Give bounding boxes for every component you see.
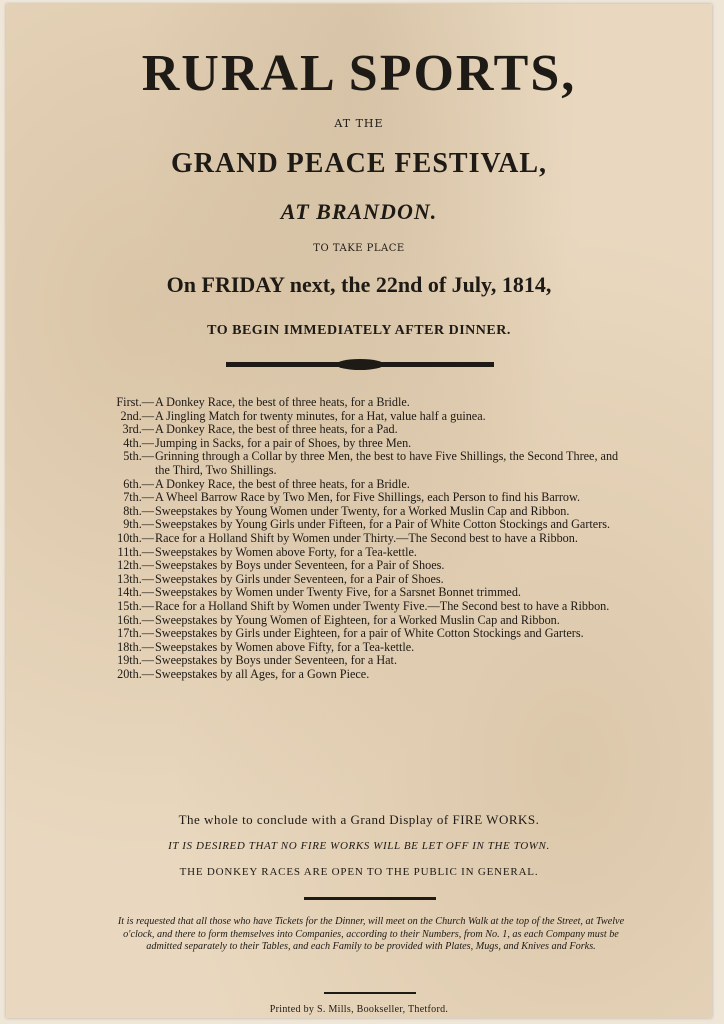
- event-item: [102, 614, 632, 628]
- poster-sheet: [6, 4, 712, 1018]
- event-text: Sweepstakes by Women above Fifty, for a Tea-kettle.: [155, 639, 415, 654]
- event-item: [102, 627, 632, 641]
- event-text: Grinning through a Collar by three Men, the best to have Five Shillings, the Second Three, and the Third, Two Shillings.: [155, 449, 619, 477]
- event-text: Sweepstakes by Young Girls under Fifteen, for a Pair of White Cotton Stockings and Garters.: [155, 517, 611, 532]
- event-text: Race for a Holland Shift by Women under Twenty Five.—The Second best to have a Ribbon.: [155, 598, 610, 613]
- event-number: 19th.—: [117, 653, 154, 668]
- event-number: 11th.—: [117, 544, 154, 559]
- festival-heading: GRAND PEACE FESTIVAL,: [171, 148, 547, 179]
- take-place-line: TO TAKE PLACE: [313, 243, 405, 254]
- event-number: 17th.—: [117, 626, 154, 641]
- poster-title: RURAL SPORTS,: [141, 45, 577, 102]
- event-text: Jumping in Sacks, for a pair of Shoes, by three Men.: [155, 435, 412, 450]
- event-number: 14th.—: [117, 585, 154, 600]
- event-item: [102, 478, 632, 492]
- location-heading: AT BRANDON.: [280, 199, 438, 224]
- event-item: [102, 586, 632, 600]
- event-number: 7th.—: [123, 490, 154, 505]
- footer-rule: [324, 992, 416, 994]
- ornamental-rule: [226, 362, 494, 367]
- event-text: A Donkey Race, the best of three heats, for a Bridle.: [155, 395, 410, 409]
- event-number: 2nd.—: [120, 408, 154, 423]
- event-item: [102, 668, 632, 682]
- event-text: Race for a Holland Shift by Women under Thirty.—The Second best to have a Ribbon.: [155, 530, 578, 545]
- event-number: 9th.—: [123, 517, 154, 532]
- fireworks-line: The whole to conclude with a Grand Display of FIRE WORKS.: [178, 812, 540, 827]
- event-item: [102, 491, 632, 505]
- event-number: 15th.—: [117, 598, 154, 613]
- event-text: Sweepstakes by Women under Twenty Five, for a Sarsnet Bonnet trimmed.: [155, 585, 521, 600]
- event-item: [102, 410, 632, 424]
- event-item: [102, 546, 632, 560]
- event-number: First.—: [116, 395, 154, 409]
- event-text: Sweepstakes by all Ages, for a Gown Piece.: [155, 666, 370, 681]
- event-item: [102, 559, 632, 573]
- event-number: 6th.—: [123, 476, 154, 491]
- event-number: 5th.—: [123, 449, 154, 464]
- event-item: [102, 654, 632, 668]
- event-text: A Jingling Match for twenty minutes, for a Hat, value half a guinea.: [155, 408, 486, 423]
- event-text: Sweepstakes by Young Women of Eighteen, for a Worked Muslin Cap and Ribbon.: [155, 612, 560, 627]
- event-item: [102, 505, 632, 519]
- printer-credit: Printed by S. Mills, Bookseller, Thetford.: [269, 1004, 449, 1015]
- event-text: Sweepstakes by Girls under Eighteen, for a pair of White Cotton Stockings and Garters.: [155, 626, 584, 641]
- event-item: [102, 573, 632, 587]
- event-number: 8th.—: [123, 503, 154, 518]
- event-text: Sweepstakes by Young Women under Twenty, for a Worked Muslin Cap and Ribbon.: [155, 503, 570, 518]
- divider-rule: [304, 897, 436, 900]
- event-item: [102, 396, 632, 410]
- event-item: [102, 423, 632, 437]
- event-item: [102, 437, 632, 451]
- no-fireworks-notice: IT IS DESIRED THAT NO FIRE WORKS WILL BE LET OFF IN THE TOWN.: [168, 840, 550, 852]
- event-item: [102, 600, 632, 614]
- event-item: [102, 641, 632, 655]
- event-item: [102, 518, 632, 532]
- event-number: 13th.—: [117, 571, 154, 586]
- event-number: 3rd.—: [122, 422, 154, 437]
- event-text: Sweepstakes by Girls under Seventeen, for a Pair of Shoes.: [155, 571, 444, 586]
- event-number: 18th.—: [117, 639, 154, 654]
- event-text: A Wheel Barrow Race by Two Men, for Five Shillings, each Person to find his Barrow.: [155, 490, 581, 505]
- event-number: 20th.—: [117, 666, 154, 681]
- event-number: 4th.—: [123, 435, 154, 450]
- date-line: On FRIDAY next, the 22nd of July, 1814,: [166, 272, 552, 297]
- donkey-races-open: THE DONKEY RACES ARE OPEN TO THE PUBLIC IN GENERAL.: [179, 866, 539, 878]
- event-item: [102, 450, 632, 477]
- event-text: A Donkey Race, the best of three heats, for a Pad.: [155, 422, 398, 437]
- event-text: Sweepstakes by Women above Forty, for a Tea-kettle.: [155, 544, 417, 559]
- event-number: 12th.—: [117, 558, 154, 573]
- dinner-notice: It is requested that all those who have Tickets for the Dinner, will meet on the Church Walk at the top of the Street, at Twelve o'clock, and there to form themselves into Companies, according to their Numbers, from No. 1, as each Company must be admitted separately to their Tables, and each Family to be provided with Plates, Mugs, and Knives and Forks.: [117, 916, 625, 952]
- event-text: Sweepstakes by Boys under Seventeen, for a Pair of Shoes.: [155, 558, 445, 573]
- event-text: Sweepstakes by Boys under Seventeen, for a Hat.: [155, 653, 397, 668]
- event-number: 10th.—: [117, 530, 154, 545]
- begin-line: TO BEGIN IMMEDIATELY AFTER DINNER.: [207, 323, 511, 338]
- event-number: 16th.—: [117, 612, 154, 627]
- event-item: [102, 532, 632, 546]
- at-the-line: AT THE: [334, 117, 384, 130]
- event-list: [102, 396, 632, 681]
- event-text: A Donkey Race, the best of three heats, for a Bridle.: [155, 476, 410, 491]
